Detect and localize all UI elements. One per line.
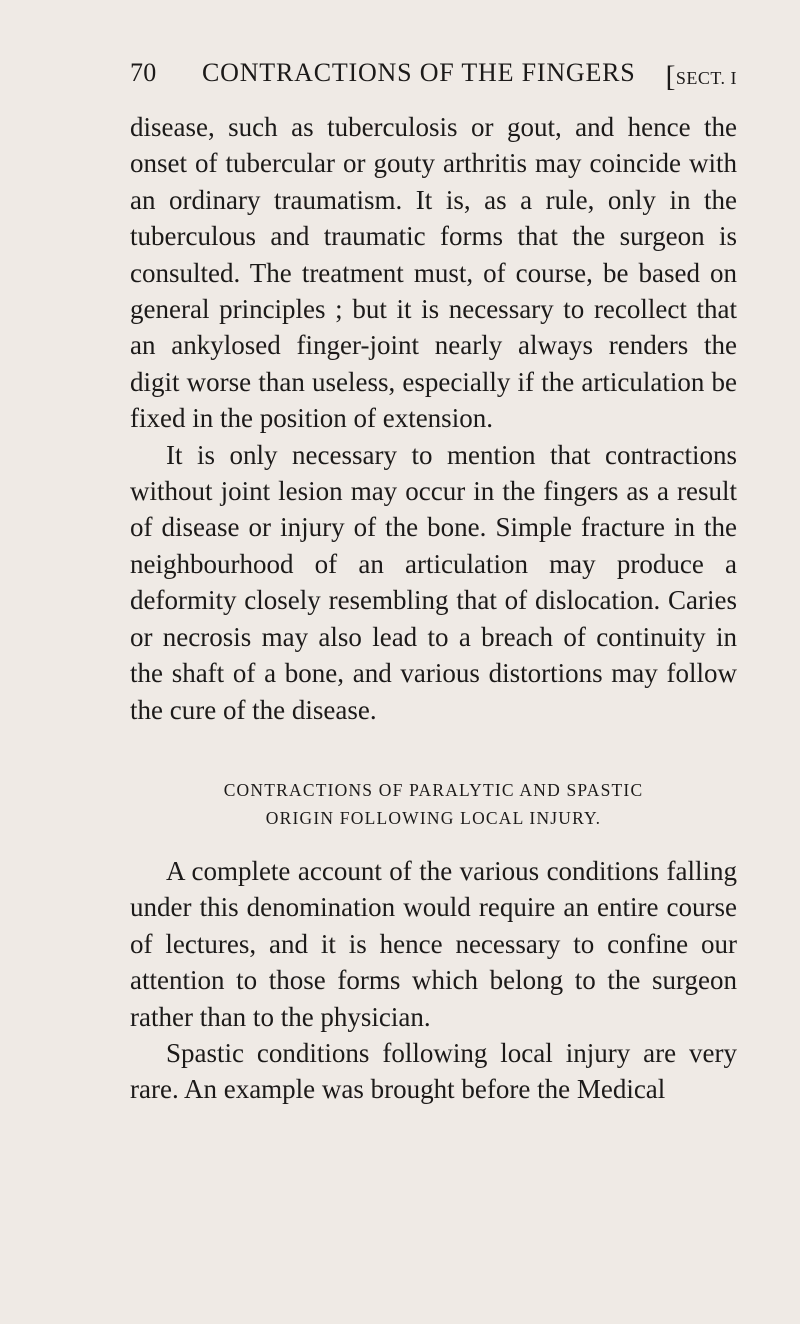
page-number: 70: [130, 58, 157, 87]
running-title: CONTRACTIONS OF THE FINGERS: [202, 58, 636, 87]
body-text: [130, 109, 737, 1108]
section-heading-line: ORIGIN FOLLOWING LOCAL INJURY.: [265, 807, 602, 828]
running-header: [130, 58, 737, 98]
paragraph: A complete account of the various conditions falling under this denomination would require an entire course of lectures, and it is hence necessary to confine our attention to those forms which belong to the surgeon rather than to the physician.: [130, 855, 737, 1032]
section-label: SECT. I: [675, 68, 737, 88]
paragraph: It is only necessary to mention that contractions without joint lesion may occur in the fingers as a result of disease or injury of the bone. Simple fracture in the neighbourhood of an articulation may produce a deformity closely resembling that of dislocation. Caries or necrosis may also lead to a breach of continuity in the shaft of a bone, and various distortions may follow the cure of the disease.: [130, 439, 737, 725]
paragraph-continued: disease, such as tuberculosis or gout, and hence the onset of tubercular or gouty arthritis may coincide with an ordinary traumatism. It is, as a rule, only in the tuberculous and traumatic forms that the surgeon is consulted. The treatment must, of course, be based on general principles ; but it is necessary to recollect that an ankylosed finger-joint nearly always renders the digit worse than useless, especially if the articulation be fixed in the position of extension.: [130, 112, 737, 434]
section-heading-line: CONTRACTIONS OF PARALYTIC AND SPASTIC: [223, 779, 644, 800]
section-heading: [130, 776, 737, 832]
section-marker: [666, 58, 737, 92]
paragraph: Spastic conditions following local injury are very rare. An example was brought before the Medical: [130, 1037, 737, 1105]
section-bracket: [: [665, 60, 676, 93]
